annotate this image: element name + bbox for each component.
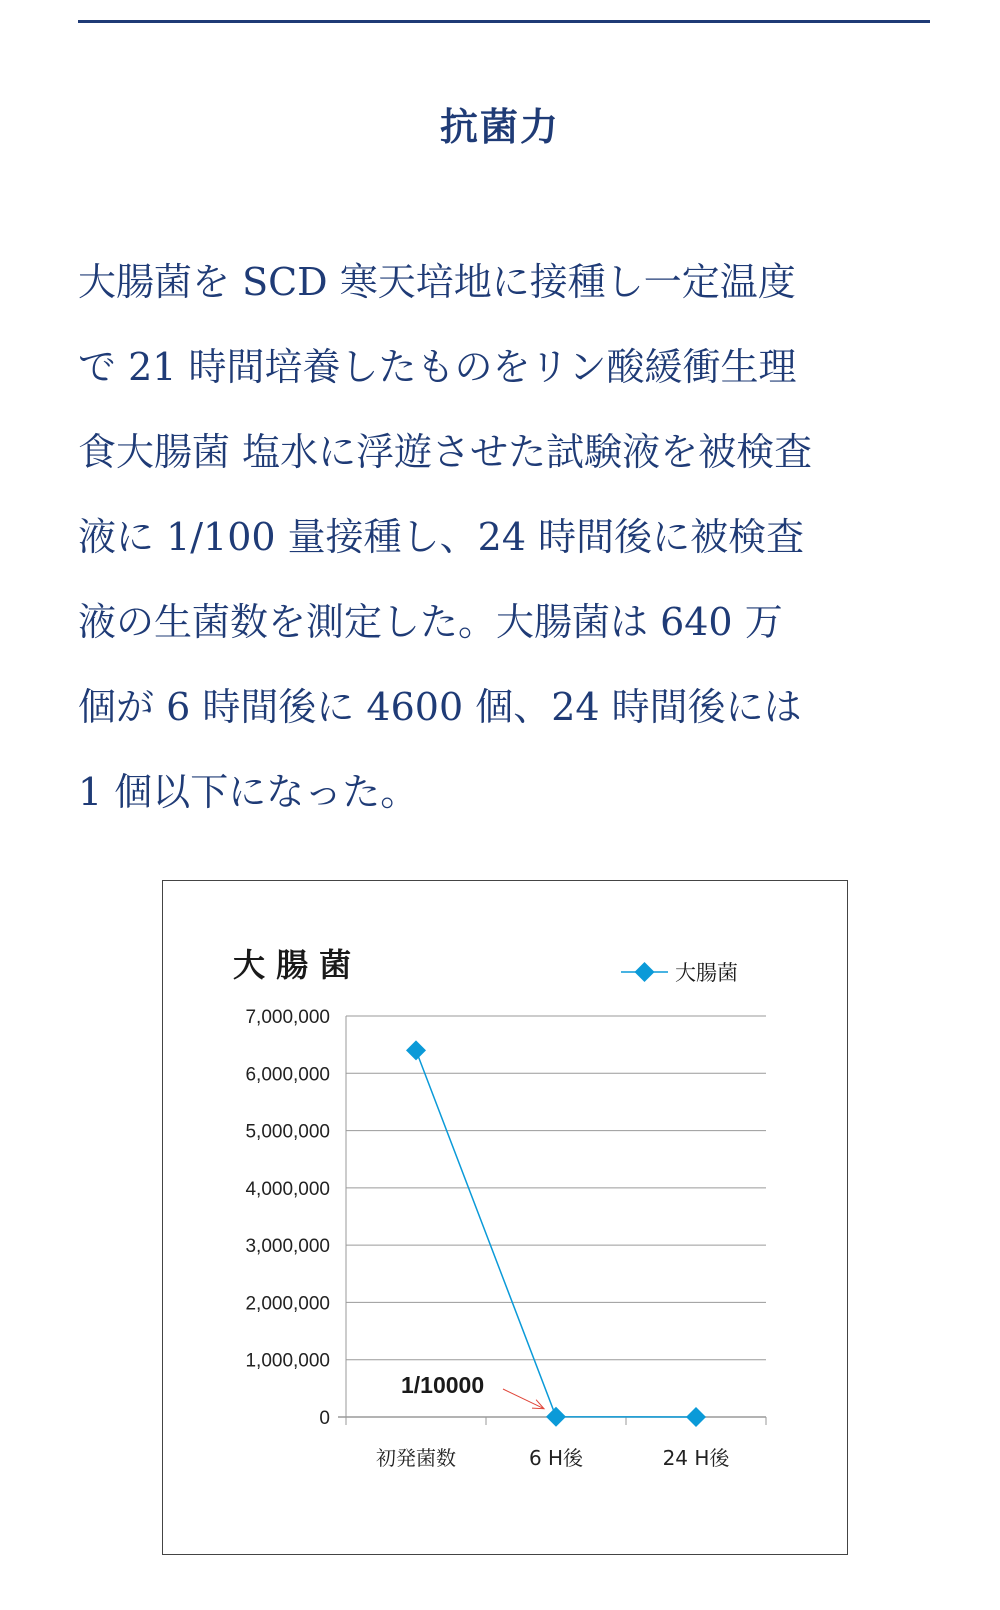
y-tick-label: 6,000,000 bbox=[245, 1064, 330, 1086]
y-tick-label: 1,000,000 bbox=[245, 1350, 330, 1372]
y-tick-label: 7,000,000 bbox=[245, 1007, 330, 1028]
section-title: 抗菌力 bbox=[439, 105, 560, 149]
description-line: 1 個以下になった。 bbox=[78, 770, 419, 814]
chart-title: 大 腸 菌 bbox=[233, 946, 352, 984]
data-point-marker bbox=[406, 1040, 426, 1060]
annotation-arrow bbox=[503, 1389, 544, 1409]
data-point-marker bbox=[686, 1407, 706, 1427]
y-tick-label: 4,000,000 bbox=[245, 1178, 330, 1200]
y-tick-label: 3,000,000 bbox=[245, 1236, 330, 1258]
legend-marker bbox=[635, 962, 655, 982]
data-point-marker bbox=[546, 1407, 566, 1427]
y-tick-label: 5,000,000 bbox=[245, 1121, 330, 1143]
description-line: 個が 6 時間後に 4600 個、24 時間後には bbox=[78, 685, 802, 729]
x-tick-label: 24 H後 bbox=[662, 1446, 730, 1470]
description-line: 液に 1/100 量接種し、24 時間後に被検査 bbox=[78, 515, 805, 559]
y-tick-label: 0 bbox=[319, 1408, 330, 1429]
description-line: 液の生菌数を測定した。大腸菌は 640 万 bbox=[78, 600, 783, 644]
line-chart bbox=[163, 881, 847, 1554]
x-tick-label: 初発菌数 bbox=[376, 1446, 456, 1470]
description-line: 大腸菌を SCD 寒天培地に接種し一定温度 bbox=[78, 260, 796, 304]
series-line bbox=[416, 1050, 696, 1417]
x-tick-label: 6 H後 bbox=[528, 1446, 584, 1470]
description-line: で 21 時間培養したものをリン酸緩衝生理 bbox=[78, 345, 797, 389]
y-tick-label: 2,000,000 bbox=[245, 1293, 330, 1315]
chart-frame bbox=[162, 880, 848, 1555]
description-line: 食大腸菌 塩水に浮遊させた試験液を被検査 bbox=[78, 430, 813, 474]
description-text bbox=[78, 240, 940, 835]
top-divider bbox=[78, 20, 930, 23]
annotation-label: 1/10000 bbox=[401, 1372, 485, 1398]
legend-label: 大腸菌 bbox=[675, 961, 738, 985]
